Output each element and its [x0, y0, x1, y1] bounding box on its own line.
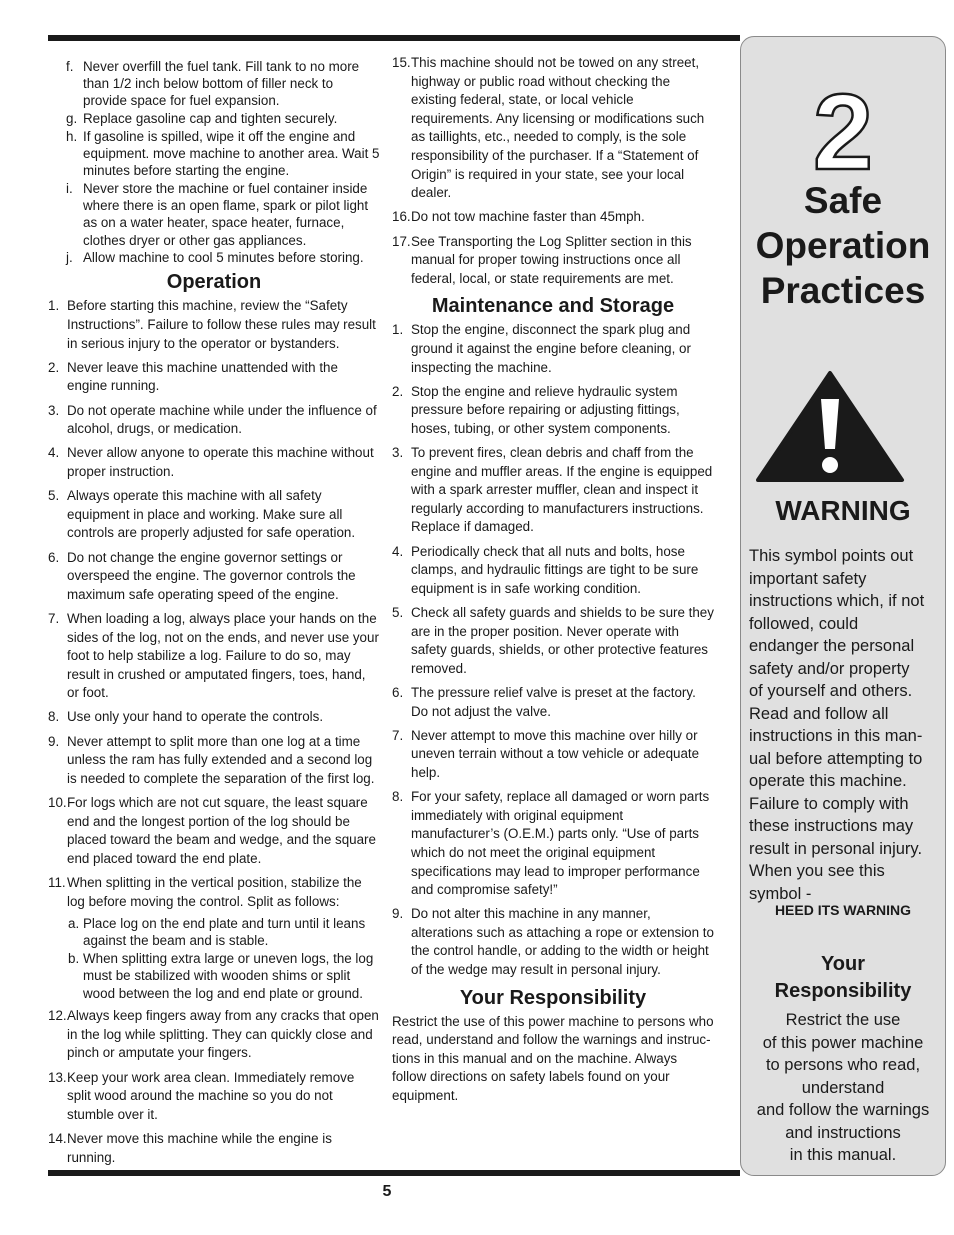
panel-responsibility-line: and instructions [785, 1123, 901, 1142]
list-item: 2. Never leave this machine unattended with the engine running. [48, 359, 338, 394]
panel-responsibility-line: to persons who read, [765, 1056, 921, 1074]
panel-responsibility-text [741, 1009, 945, 1167]
chapter-side-panel [740, 36, 946, 1176]
panel-responsibility-line: of this power machine [762, 1033, 924, 1052]
list-item: 8. Use only your hand to operate the controls. [48, 709, 324, 725]
chapter-title-line: Safe [803, 180, 883, 221]
list-item: 15. This machine should not be towed on any street, highway or public road without checking the existing federal, state, or local vehicle requirements. Any licensing or modifications such as taillights, etc., needed to comply, is the sole responsibility of the purchaser. If a “Statement of Origin” is required in your state, see your local dealer. [392, 55, 705, 201]
list-item: 9. Never attempt to split more than one log at a time unless the ram has fully extended and a second log is needed to complete the separation of the first log. [48, 733, 375, 786]
list-item: 5. Check all safety guards and shields to be sure they are in the proper position. Never operate with safety guards, shields, or other protective features removed. [392, 605, 714, 676]
list-item: a. Place log on the end plate and turn until it leans against the beam and is stable. [68, 916, 366, 949]
warning-emphasis: HEED ITS WARNING [774, 902, 912, 918]
chapter-title-line: Operation [755, 225, 931, 266]
list-item: 7. Never attempt to move this machine over hilly or uneven terrain without a tow vehicle or adequate help. [392, 727, 700, 780]
list-item: 2. Stop the engine and relieve hydraulic system pressure before repairing or adjusting fittings, hoses, tubing, or other system components. [392, 383, 680, 436]
responsibility-heading: Your Responsibility [459, 986, 647, 1009]
list-item: 16. Do not tow machine faster than 45mph. [392, 209, 645, 225]
list-item: 6. The pressure relief valve is preset at the factory. Do not adjust the valve. [392, 684, 696, 719]
panel-responsibility-line: in this manual. [789, 1146, 897, 1164]
list-item: 11. When splitting in the vertical position, stabilize the log before moving the control. Split as follows: a. Place log on the end plate and turn until it leans against the beam and is stable. b. When splitting extra large or uneven logs, the log must be stabilized with wooden shims or split wood between the log and end plate or ground. [48, 874, 380, 1002]
maintenance-heading: Maintenance and Storage [431, 295, 675, 318]
chapter-number: 2 [812, 71, 874, 192]
list-item: 17. See Transporting the Log Splitter section in this manual for proper towing instructions once all federal, local, or state requirements are met. [392, 233, 692, 286]
chapter-title [741, 178, 945, 313]
list-item: 9. Do not alter this machine in any manner, alterations such as attaching a rope or extension to the control handle, or adding to the width or height of the wedge may result in personal injury. [392, 906, 714, 978]
panel-responsibility-line: and follow the warnings [756, 1101, 930, 1119]
list-item: 5. Always operate this machine with all safety equipment in place and working. Make sure all controls are properly adjusted for safe operation. [48, 488, 356, 541]
towing-list [392, 54, 714, 288]
list-item: 4. Periodically check that all nuts and bolts, hose clamps, and hydraulic fittings are tight to be sure equipment is in safe working condition. [392, 543, 699, 596]
exclamation-triangle-icon [755, 369, 905, 483]
panel-responsibility-heading [741, 951, 945, 1005]
panel-responsibility-heading-line: Your [820, 953, 866, 975]
list-item: i. Never store the machine or fuel container inside where there is an open flame, spark or pilot light as on a water heater, space heater, furnace, clothes dryer or other gas appliances. [66, 180, 369, 248]
operation-list [48, 297, 380, 1167]
chapter-title-line: Practices [760, 270, 926, 311]
panel-responsibility-line: understand [801, 1078, 885, 1097]
list-item: 7. When loading a log, always place your hands on the sides of the log, not on the ends, and never use your foot to help stabilize a log. Failure to do so, may result in crushed or amputated fingers, toes, hand, or foot. [48, 610, 379, 701]
maintenance-list [392, 321, 714, 979]
list-item: j. Allow machine to cool 5 minutes before storing. [66, 250, 364, 266]
list-item: 4. Never allow anyone to operate this machine without proper instruction. [48, 445, 374, 479]
list-item: 3. Do not operate machine while under the influence of alcohol, drugs, or medication. [48, 402, 377, 437]
list-item: b. When splitting extra large or uneven logs, the log must be stabilized with wooden shims or split wood between the log and end plate or ground. [68, 951, 374, 1001]
list-item: h. If gasoline is spilled, wipe it off the engine and equipment. move machine to another area. Wait 5 minutes before starting the engine. [66, 128, 380, 179]
list-item: 12. Always keep fingers away from any cracks that open in the log while splitting. They can quickly close and pinch or amputate your fingers. [48, 1008, 379, 1061]
list-item: g. Replace gasoline cap and tighten securely. [66, 111, 338, 127]
panel-responsibility-line: Restrict the use [785, 1011, 901, 1029]
page-number: 5 [382, 1183, 392, 1200]
left-column [48, 58, 380, 1173]
list-item: 13. Keep your work area clean. Immediately remove split wood around the machine so you do not stumble over it. [48, 1069, 355, 1122]
split-steps-list [48, 915, 380, 1002]
panel-responsibility-heading-line: Responsibility [774, 980, 912, 1002]
fuel-safety-list [48, 58, 380, 266]
list-item: 6. Do not change the engine governor settings or overspeed the engine. The governor controls the maximum safe operating speed of the engine. [48, 549, 356, 602]
bottom-rule [48, 1170, 740, 1176]
warning-heading: WARNING [775, 495, 911, 526]
middle-column [392, 54, 714, 1106]
list-item: 10. For logs which are not cut square, the least square end and the longest portion of the log should be placed toward the beam and wedge, and the square end placed toward the end plate. [48, 795, 376, 866]
list-item: 1. Before starting this machine, review the “Safety Instructions”. Failure to follow these rules may result in serious injury to the operator or bystanders. [48, 298, 376, 351]
list-item: 1. Stop the engine, disconnect the spark plug and ground it against the engine before cleaning, or inspecting the machine. [392, 322, 691, 375]
top-rule [48, 35, 740, 41]
list-item: 14. Never move this machine while the engine is running. [48, 1131, 332, 1165]
list-item: f. Never overfill the fuel tank. Fill tank to no more than 1/2 inch below bottom of filler neck to provide space for fuel expansion. [66, 59, 360, 109]
list-item: 8. For your safety, replace all damaged or worn parts immediately with original equipment manufacturer’s (O.E.M.) parts only. “Use of parts which do not meet the original equipment specifications may lead to improper performance and compromise safety!” [392, 789, 710, 898]
operation-heading: Operation [166, 271, 262, 294]
list-item: 3. To prevent fires, clean debris and chaff from the engine and muffler areas. If the engine is equipped with a spark arrester muffler, clean and inspect it regularly according to manufacturers instructions. Replace if damaged. [392, 445, 713, 535]
responsibility-text: Restrict the use of this power machine to persons who read, understand and follow the warnings and instruc-tions in this manual and on the machine. Always follow directions on safety labels found on your equipment. [392, 1013, 714, 1104]
warning-text: This symbol points out important safety instructions which, if not followed, could endanger the personal safety and/or property of yourself and others. Read and follow all instructions in this man-ual before attempting to operate this machine. Failure to comply with these instructions may result in personal injury. When you see this symbol - [749, 547, 925, 903]
